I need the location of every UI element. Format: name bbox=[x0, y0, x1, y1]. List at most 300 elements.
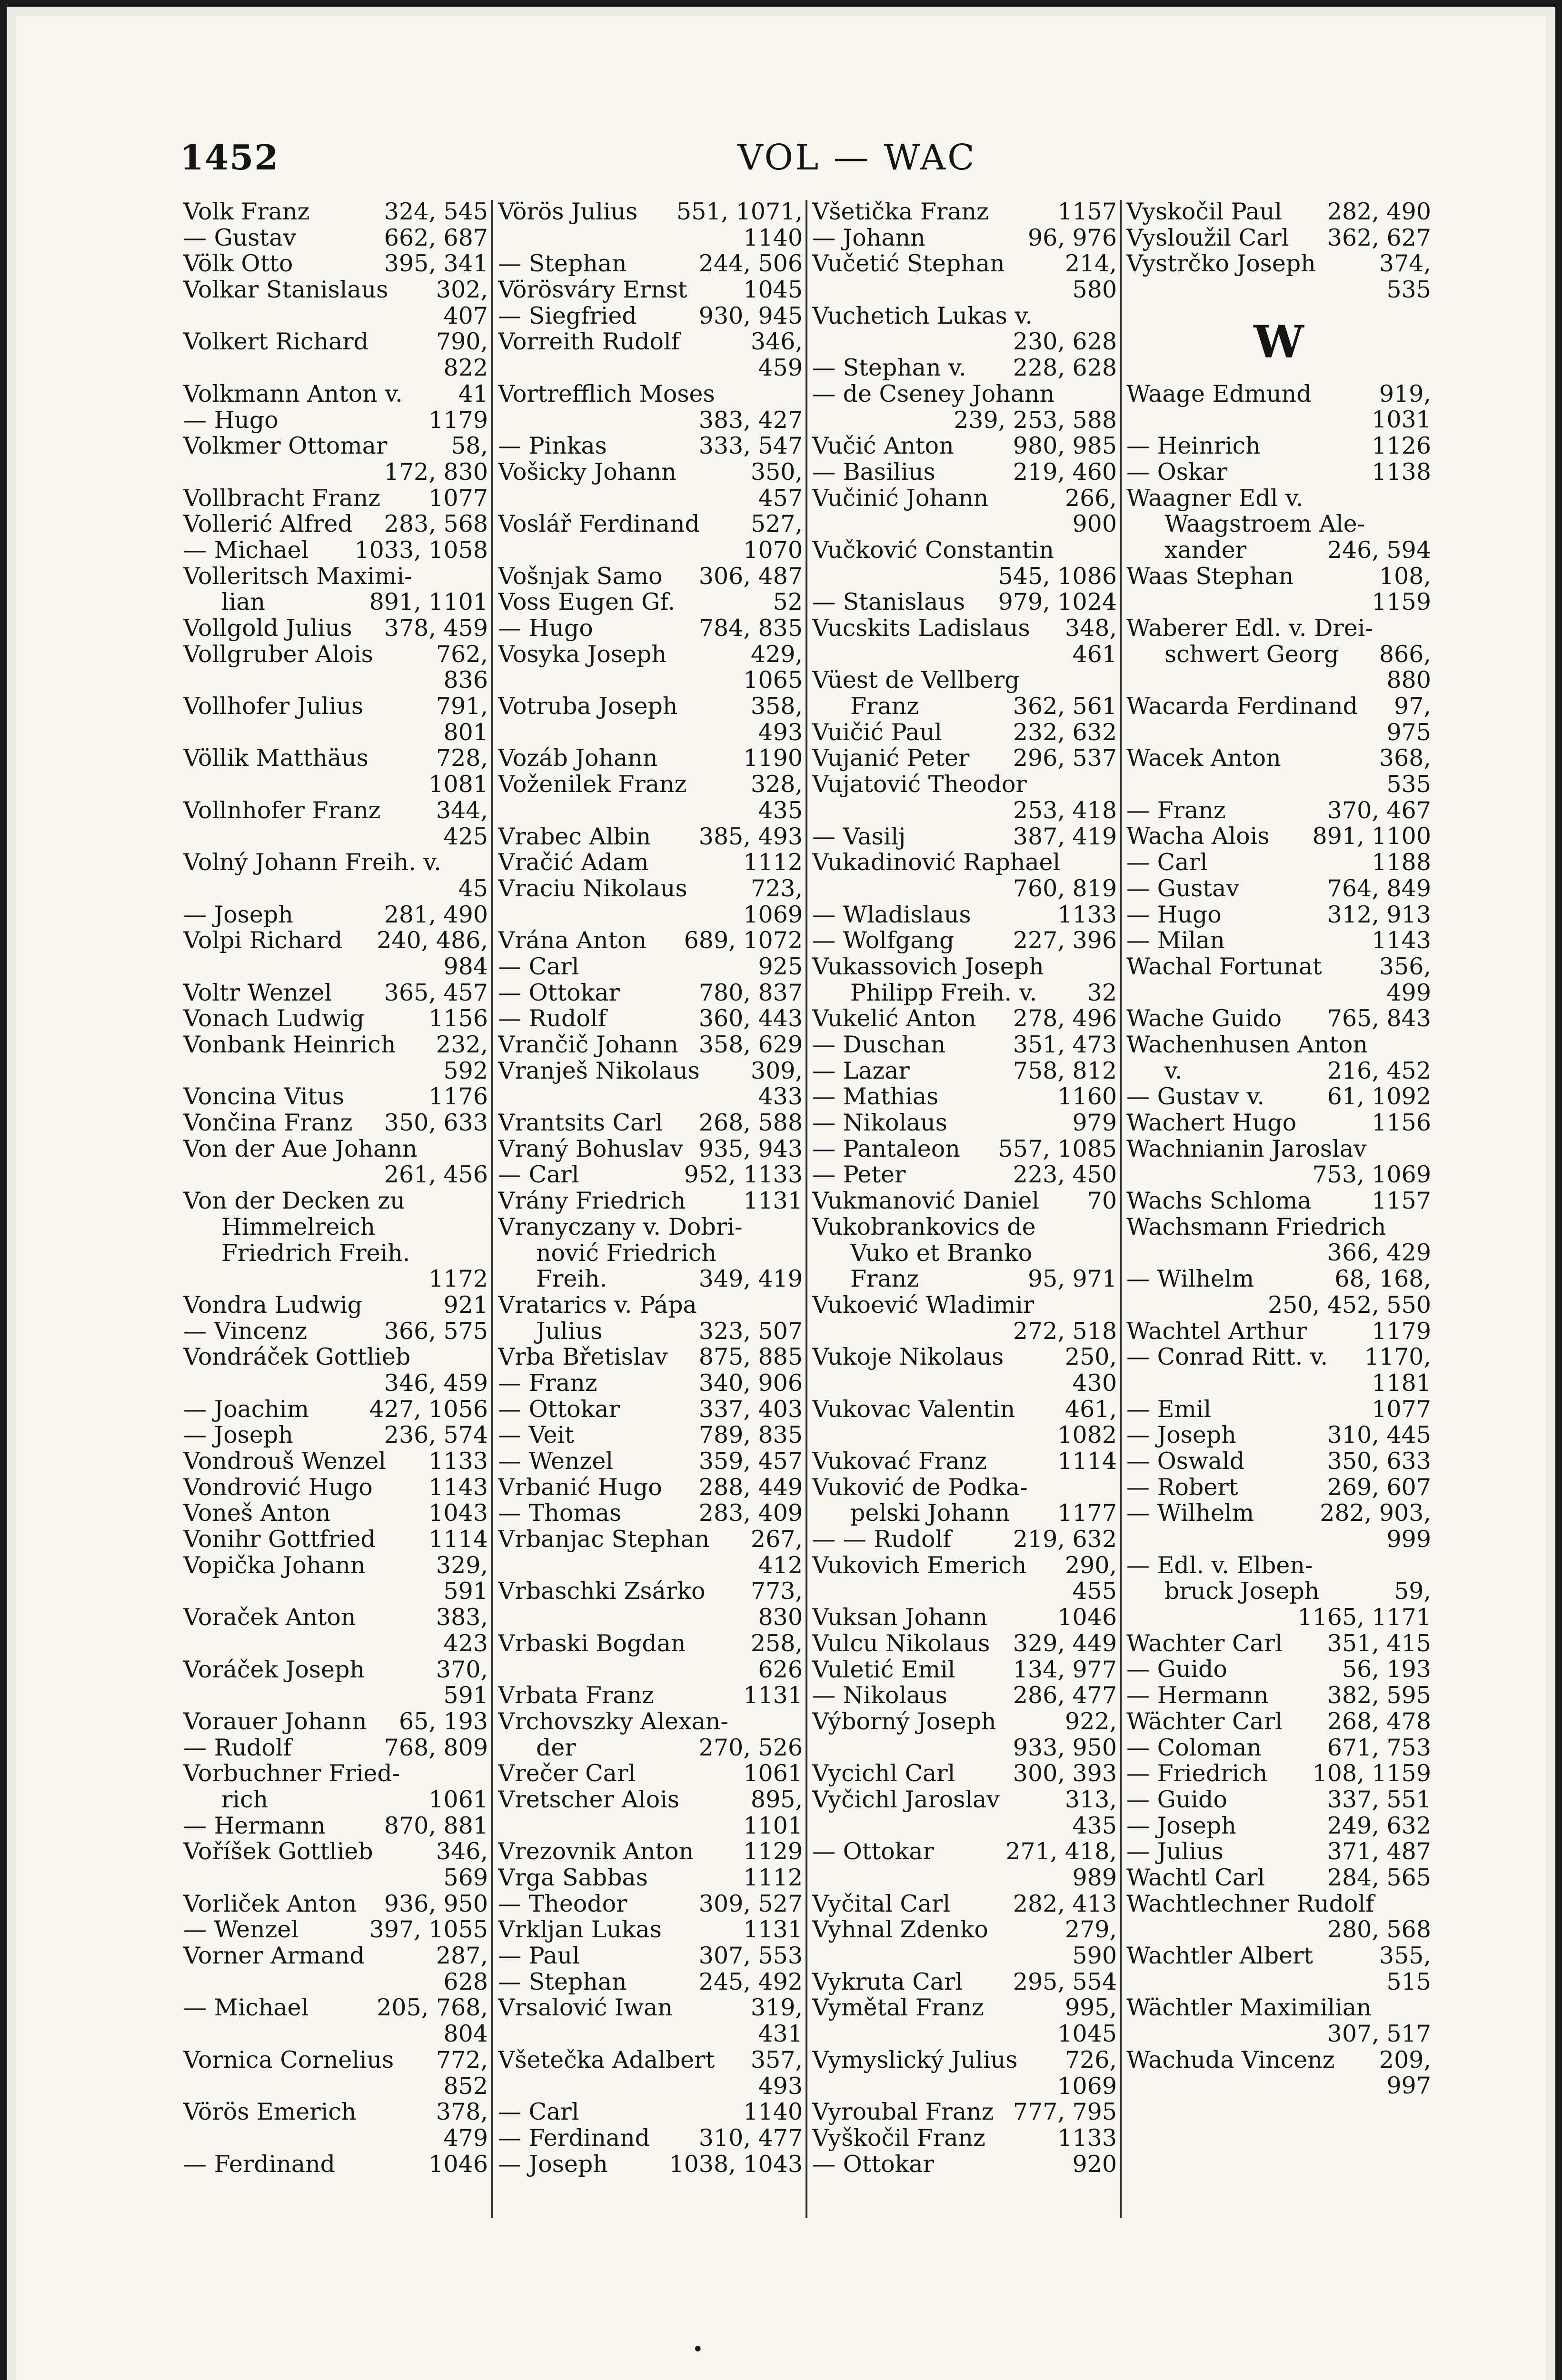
entry-pages-continued: 1081 bbox=[428, 772, 488, 798]
entry-name: Wachnianin Jaroslav bbox=[1126, 1136, 1367, 1162]
index-entry bbox=[183, 1397, 488, 1423]
entry-name: Vystrčko Joseph bbox=[1126, 251, 1316, 278]
entry-pages: 236, 574 bbox=[384, 1422, 488, 1448]
entry-pages: 249, 632 bbox=[1327, 1813, 1431, 1839]
index-entry bbox=[498, 2099, 803, 2125]
entry-name: — Heinrich bbox=[1126, 433, 1261, 459]
entry-name: Voneš Anton bbox=[183, 1500, 331, 1527]
entry-name: Waberer Edl. v. Drei- bbox=[1126, 615, 1373, 642]
index-entry bbox=[498, 1943, 803, 1969]
entry-name: Vrány Friedrich bbox=[498, 1188, 686, 1214]
entry-pages: 1133 bbox=[1057, 2125, 1117, 2152]
entry-pages-continued: 461 bbox=[1072, 641, 1117, 668]
entry-pages-continued: 822 bbox=[443, 355, 488, 381]
entry-name: — Joseph bbox=[498, 2151, 608, 2178]
entry-name: — Milan bbox=[1126, 928, 1225, 954]
entry-pages: 1156 bbox=[1372, 1110, 1431, 1136]
entry-pages: 891, 1101 bbox=[369, 589, 488, 615]
entry-name: — Michael bbox=[183, 537, 309, 564]
entry-pages: 1177 bbox=[1057, 1500, 1117, 1527]
entry-pages: 219, 632 bbox=[1013, 1527, 1117, 1553]
entry-name: Völk Otto bbox=[183, 251, 293, 278]
entry-name: — Carl bbox=[498, 2099, 579, 2125]
entry-pages: 527, bbox=[750, 511, 803, 537]
index-entry bbox=[812, 2125, 1117, 2152]
index-entry bbox=[498, 954, 803, 980]
entry-pages: 309, bbox=[750, 1058, 803, 1084]
entry-pages: 557, 1085 bbox=[998, 1136, 1117, 1162]
index-entry bbox=[183, 1292, 488, 1319]
entry-name: — Thomas bbox=[498, 1500, 622, 1527]
entry-pages-continued: 592 bbox=[443, 1058, 488, 1084]
entry-name: Franz bbox=[850, 694, 919, 720]
index-entry bbox=[498, 1475, 803, 1501]
entry-pages: 662, 687 bbox=[384, 225, 488, 251]
entry-pages: 267, bbox=[750, 1527, 803, 1553]
entry-name: Vorreith Rudolf bbox=[498, 329, 680, 356]
index-entry bbox=[183, 928, 488, 954]
entry-name: — Conrad Ritt. v. bbox=[1126, 1344, 1328, 1370]
entry-pages-continued: 580 bbox=[1072, 277, 1117, 303]
entry-pages: 313, bbox=[1065, 1786, 1117, 1813]
entry-pages-continued: 250, 452, 550 bbox=[1268, 1292, 1431, 1319]
index-entry bbox=[812, 1631, 1117, 1657]
entry-pages: 1129 bbox=[743, 1839, 803, 1865]
entry-pages-continued: 997 bbox=[1386, 2073, 1431, 2100]
entry-name: Vortrefflich Moses bbox=[498, 381, 715, 407]
index-entry bbox=[812, 1891, 1117, 1917]
entry-name: Vyhnal Zdenko bbox=[812, 1917, 988, 1944]
entry-pages: 689, 1072 bbox=[684, 928, 803, 954]
index-entry bbox=[498, 303, 803, 329]
entry-pages: 329, 449 bbox=[1013, 1630, 1117, 1657]
entry-pages-continued: 626 bbox=[758, 1656, 803, 1683]
entry-name: — Ottokar bbox=[498, 980, 620, 1006]
entry-name: — Stephan v. bbox=[812, 355, 966, 381]
entry-pages-continued: 1140 bbox=[743, 225, 803, 251]
entry-name: — Veit bbox=[498, 1422, 574, 1448]
entry-pages: 1179 bbox=[428, 407, 488, 434]
entry-name: Vyčital Carl bbox=[812, 1891, 951, 1917]
entry-pages: 108, bbox=[1379, 563, 1431, 590]
entry-name: Wacek Anton bbox=[1126, 745, 1281, 772]
index-entry bbox=[812, 225, 1117, 251]
entry-name: — Pantaleon bbox=[812, 1136, 960, 1162]
entry-pages: 362, 627 bbox=[1327, 225, 1431, 251]
index-entry bbox=[498, 1266, 803, 1292]
index-entry bbox=[498, 1995, 803, 2021]
entry-pages: 891, 1100 bbox=[1312, 823, 1431, 850]
entry-pages: 281, 490 bbox=[384, 902, 488, 928]
entry-pages: 97, bbox=[1394, 694, 1431, 720]
entry-name: — Duschan bbox=[812, 1032, 946, 1058]
index-entry bbox=[498, 1527, 803, 1553]
index-entry bbox=[498, 589, 803, 615]
entry-pages-continued: 346, 459 bbox=[384, 1370, 488, 1397]
index-entry bbox=[1126, 642, 1431, 668]
index-entry bbox=[183, 1084, 488, 1110]
index-entry bbox=[498, 1370, 803, 1397]
entry-pages: 266, bbox=[1065, 485, 1117, 512]
entry-name: Volný Johann Freih. v. bbox=[183, 850, 441, 876]
entry-name: Vonihr Gottfried bbox=[183, 1527, 376, 1553]
entry-pages: 283, 568 bbox=[384, 511, 488, 537]
index-entry bbox=[812, 1397, 1117, 1423]
entry-name: Vošicky Johann bbox=[498, 459, 677, 486]
entry-name: Freih. bbox=[536, 1266, 607, 1292]
entry-pages: 58, bbox=[451, 433, 488, 459]
entry-pages: 357, bbox=[750, 2047, 803, 2073]
entry-pages-continued: 628 bbox=[443, 1969, 488, 1995]
entry-pages: 356, bbox=[1379, 953, 1431, 980]
entry-pages: 279, bbox=[1065, 1917, 1117, 1944]
entry-name: Vrba Břetislav bbox=[498, 1344, 668, 1370]
entry-pages: 61, 1092 bbox=[1327, 1084, 1431, 1110]
entry-name: Volleritsch Maximi- bbox=[183, 563, 412, 590]
entry-name: Vosyka Joseph bbox=[498, 641, 667, 668]
section-letter: W bbox=[1254, 316, 1304, 368]
index-entry bbox=[183, 407, 488, 434]
entry-name: Vucskits Ladislaus bbox=[812, 615, 1030, 642]
entry-pages: 223, 450 bbox=[1013, 1162, 1117, 1189]
entry-pages: 329, bbox=[436, 1552, 488, 1579]
entry-name: — de Cseney Johann bbox=[812, 381, 1055, 407]
entry-name: Vyskočil Paul bbox=[1126, 199, 1282, 225]
entry-name: Vučetić Stephan bbox=[812, 251, 1005, 278]
entry-pages-continued: 407 bbox=[443, 303, 488, 329]
index-entry bbox=[812, 1136, 1117, 1162]
entry-pages: 214, bbox=[1065, 251, 1117, 278]
index-entry bbox=[498, 1058, 803, 1084]
entry-name: Wacarda Ferdinand bbox=[1126, 694, 1358, 720]
entry-pages: 271, 418, bbox=[1005, 1839, 1117, 1865]
entry-pages: 1126 bbox=[1372, 433, 1431, 459]
index-entry bbox=[498, 1891, 803, 1917]
index-entry bbox=[812, 1969, 1117, 1995]
index-entry bbox=[498, 1969, 803, 1995]
entry-name: Voslář Ferdinand bbox=[498, 511, 700, 537]
entry-name: Wachs Schloma bbox=[1126, 1188, 1312, 1214]
entry-name: — Rudolf bbox=[183, 1735, 292, 1761]
index-entry bbox=[498, 277, 803, 303]
index-entry bbox=[498, 1578, 803, 1605]
index-entry bbox=[498, 459, 803, 486]
entry-name: Vuksan Johann bbox=[812, 1605, 988, 1631]
index-entry bbox=[498, 876, 803, 902]
entry-pages: 1131 bbox=[743, 1683, 803, 1709]
entry-name: Vollgruber Alois bbox=[183, 641, 373, 668]
entry-name: Vrezovnik Anton bbox=[498, 1839, 694, 1865]
entry-name: Wächtler Maximilian bbox=[1126, 1995, 1372, 2022]
entry-name: Wachtel Arthur bbox=[1126, 1318, 1307, 1345]
entry-pages: 59, bbox=[1394, 1578, 1431, 1605]
entry-name: Vučković Constantin bbox=[812, 537, 1054, 564]
entry-name: rich bbox=[221, 1786, 269, 1813]
index-entry bbox=[812, 1761, 1117, 1787]
entry-pages: 791, bbox=[436, 694, 488, 720]
entry-pages: 370, bbox=[436, 1656, 488, 1683]
index-entry bbox=[1126, 850, 1431, 876]
page-number: 1452 bbox=[180, 137, 279, 178]
entry-pages: 952, 1133 bbox=[684, 1162, 803, 1189]
entry-pages-continued: 591 bbox=[443, 1683, 488, 1709]
entry-name: — Franz bbox=[1126, 797, 1226, 824]
entry-pages: 764, 849 bbox=[1327, 875, 1431, 902]
entry-name: Vukelić Anton bbox=[812, 1006, 976, 1032]
entry-name: Wacha Alois bbox=[1126, 823, 1270, 850]
index-entry bbox=[183, 615, 488, 642]
entry-pages-continued: 493 bbox=[758, 2073, 803, 2100]
entry-pages: 429, bbox=[750, 641, 803, 668]
index-column-4 bbox=[1126, 199, 1431, 2099]
index-entry bbox=[183, 1735, 488, 1761]
index-entry bbox=[498, 1761, 803, 1787]
entry-name: Vretscher Alois bbox=[498, 1786, 680, 1813]
entry-pages: 1190 bbox=[743, 745, 803, 772]
index-entry bbox=[498, 1500, 803, 1527]
entry-name: Volk Franz bbox=[183, 199, 310, 225]
index-entry bbox=[812, 486, 1117, 512]
index-entry bbox=[183, 381, 488, 407]
entry-name: Voříšek Gottlieb bbox=[183, 1839, 373, 1865]
entry-name: Vörös Julius bbox=[498, 199, 638, 225]
entry-pages: 427, 1056 bbox=[369, 1396, 488, 1423]
index-entry bbox=[183, 1006, 488, 1032]
index-entry bbox=[183, 1891, 488, 1917]
entry-name: Vorbuchner Fried- bbox=[183, 1761, 400, 1787]
index-entry bbox=[812, 1527, 1117, 1553]
index-entry bbox=[183, 694, 488, 720]
entry-name: Wachsmann Friedrich bbox=[1126, 1214, 1386, 1240]
index-entry bbox=[498, 511, 803, 537]
index-entry bbox=[498, 928, 803, 954]
index-entry bbox=[183, 277, 488, 303]
index-entry bbox=[812, 824, 1117, 850]
entry-name: — Wenzel bbox=[183, 1917, 298, 1944]
entry-pages: 1045 bbox=[743, 277, 803, 303]
entry-pages: 920 bbox=[1072, 2151, 1117, 2178]
entry-name: — Vincenz bbox=[183, 1318, 308, 1345]
entry-name: — Wolfgang bbox=[812, 928, 955, 954]
entry-name: — Mathias bbox=[812, 1084, 939, 1111]
entry-pages: 1046 bbox=[1057, 1605, 1117, 1631]
entry-pages: 979 bbox=[1072, 1110, 1117, 1136]
entry-pages: 68, 168, bbox=[1334, 1266, 1431, 1292]
entry-name: Vornica Cornelius bbox=[183, 2047, 394, 2073]
index-entry bbox=[1126, 1656, 1431, 1683]
entry-pages-continued: 499 bbox=[1386, 980, 1431, 1006]
entry-pages: 245, 492 bbox=[698, 1969, 803, 1995]
entry-name: Vondra Ludwig bbox=[183, 1292, 362, 1319]
entry-name: Voss Eugen Gf. bbox=[498, 589, 676, 615]
index-entry bbox=[183, 251, 488, 277]
entry-name-continued: nović Friedrich bbox=[536, 1240, 716, 1267]
index-entry bbox=[812, 1006, 1117, 1032]
entry-pages: 310, 445 bbox=[1327, 1422, 1431, 1448]
entry-name: Vrkljan Lukas bbox=[498, 1917, 662, 1944]
entry-pages-continued: 1070 bbox=[743, 537, 803, 564]
entry-pages: 56, 193 bbox=[1342, 1656, 1431, 1683]
entry-pages-continued: 535 bbox=[1386, 277, 1431, 303]
entry-pages: 1043 bbox=[428, 1500, 488, 1527]
entry-pages-continued: 239, 253, 588 bbox=[954, 407, 1117, 434]
entry-pages-continued: 760, 819 bbox=[1013, 875, 1117, 902]
entry-pages-continued: 590 bbox=[1072, 1943, 1117, 1969]
index-entry bbox=[1126, 1084, 1431, 1110]
entry-name: — Hugo bbox=[1126, 902, 1222, 928]
entry-pages: 323, 507 bbox=[698, 1318, 803, 1345]
entry-pages: 1160 bbox=[1057, 1084, 1117, 1111]
running-head: VOL — WAC bbox=[737, 137, 976, 178]
entry-pages: 1061 bbox=[743, 1761, 803, 1787]
entry-name: Wächter Carl bbox=[1126, 1708, 1283, 1735]
entry-name: lian bbox=[221, 589, 266, 615]
entry-pages: 96, 976 bbox=[1027, 225, 1117, 251]
entry-name: — Wilhelm bbox=[1126, 1266, 1254, 1292]
entry-pages: 1133 bbox=[1057, 902, 1117, 928]
index-entry bbox=[183, 1319, 488, 1345]
entry-pages: 216, 452 bbox=[1327, 1058, 1431, 1084]
entry-name: — Nikolaus bbox=[812, 1110, 947, 1136]
entry-name: Vončina Franz bbox=[183, 1110, 353, 1136]
entry-pages: 359, 457 bbox=[698, 1448, 803, 1475]
index-entry bbox=[1126, 459, 1431, 486]
entry-pages-continued: 933, 950 bbox=[1013, 1735, 1117, 1761]
entry-name: — Johann bbox=[812, 225, 925, 251]
entry-name: Vuković de Podka- bbox=[812, 1474, 1028, 1501]
entry-pages-continued: 801 bbox=[443, 719, 488, 746]
index-entry bbox=[1126, 2047, 1431, 2073]
entry-pages: 378, bbox=[436, 2099, 488, 2125]
entry-name: — Joseph bbox=[1126, 1813, 1236, 1839]
index-entry bbox=[1126, 902, 1431, 928]
entry-name: Vrbanić Hugo bbox=[498, 1474, 662, 1501]
index-entry bbox=[498, 1136, 803, 1162]
entry-pages-continued: 569 bbox=[443, 1865, 488, 1891]
entry-pages: 32 bbox=[1087, 980, 1117, 1006]
column-divider bbox=[491, 200, 493, 2218]
index-entry bbox=[1126, 823, 1431, 850]
entry-pages-continued: 1181 bbox=[1372, 1370, 1431, 1397]
entry-pages: 461, bbox=[1065, 1396, 1117, 1423]
entry-pages: 333, 547 bbox=[698, 433, 803, 459]
index-entry bbox=[812, 199, 1117, 225]
entry-pages: 936, 950 bbox=[384, 1891, 488, 1917]
entry-name: Všetečka Adalbert bbox=[498, 2047, 715, 2073]
entry-pages: 768, 809 bbox=[384, 1735, 488, 1761]
index-entry bbox=[183, 1813, 488, 1839]
entry-pages-continued: 1045 bbox=[1057, 2021, 1117, 2047]
entry-name: — Gustav bbox=[1126, 875, 1240, 902]
index-entry bbox=[183, 537, 488, 564]
entry-pages: 269, 607 bbox=[1327, 1474, 1431, 1501]
entry-name: Vranješ Nikolaus bbox=[498, 1058, 700, 1084]
entry-name: — Stephan bbox=[498, 1969, 627, 1995]
entry-pages: 246, 594 bbox=[1327, 537, 1431, 564]
entry-pages: 374, bbox=[1379, 251, 1431, 278]
entry-pages: 302, bbox=[436, 277, 488, 303]
entry-pages: 371, 487 bbox=[1327, 1839, 1431, 1865]
entry-name: Vollgold Julius bbox=[183, 615, 352, 642]
index-entry bbox=[812, 1344, 1117, 1370]
entry-pages: 268, 588 bbox=[698, 1110, 803, 1136]
entry-pages-continued: 1031 bbox=[1372, 407, 1431, 434]
index-entry bbox=[498, 199, 803, 225]
index-entry bbox=[183, 1475, 488, 1501]
index-entry bbox=[1126, 1058, 1431, 1084]
index-entry bbox=[498, 642, 803, 668]
entry-pages: 358, 629 bbox=[698, 1032, 803, 1058]
entry-pages: 295, 554 bbox=[1013, 1969, 1117, 1995]
index-entry bbox=[812, 589, 1117, 615]
entry-pages: 328, bbox=[750, 772, 803, 798]
entry-name: Vollhofer Julius bbox=[183, 694, 364, 720]
entry-pages: 1131 bbox=[743, 1188, 803, 1214]
entry-name-continued: Himmelreich bbox=[221, 1214, 376, 1240]
entry-name: — Hugo bbox=[498, 615, 593, 642]
entry-pages: 287, bbox=[436, 1943, 488, 1969]
index-entry bbox=[498, 1787, 803, 1813]
entry-name: Vrána Anton bbox=[498, 928, 647, 954]
entry-name: Vysloužil Carl bbox=[1126, 225, 1289, 251]
entry-pages: 368, bbox=[1379, 745, 1431, 772]
entry-name: Vrbaschki Zsárko bbox=[498, 1578, 706, 1605]
index-entry bbox=[498, 772, 803, 798]
entry-pages: 875, 885 bbox=[698, 1344, 803, 1370]
entry-pages: 307, 553 bbox=[698, 1943, 803, 1969]
entry-pages: 1112 bbox=[743, 850, 803, 876]
entry-pages: 780, 837 bbox=[698, 980, 803, 1006]
index-entry bbox=[183, 745, 488, 772]
entry-name: Vrchovszky Alexan- bbox=[498, 1708, 728, 1735]
entry-name: Volpi Richard bbox=[183, 928, 343, 954]
entry-pages: 268, 478 bbox=[1327, 1708, 1431, 1735]
entry-pages-continued: 383, 427 bbox=[698, 407, 803, 434]
entry-name: Waagner Edl v. bbox=[1126, 485, 1303, 512]
entry-pages-continued: 435 bbox=[1072, 1813, 1117, 1839]
index-entry bbox=[812, 1553, 1117, 1579]
entry-pages: 382, 595 bbox=[1327, 1683, 1431, 1709]
index-entry bbox=[1126, 1188, 1431, 1214]
entry-pages: 278, 496 bbox=[1013, 1006, 1117, 1032]
index-entry bbox=[812, 459, 1117, 486]
index-entry bbox=[1126, 1448, 1431, 1475]
entry-pages: 351, 473 bbox=[1013, 1032, 1117, 1058]
entry-name: Vuletić Emil bbox=[812, 1656, 955, 1683]
entry-name: Vonach Ludwig bbox=[183, 1006, 365, 1032]
index-entry bbox=[183, 1787, 488, 1813]
entry-name: Wache Guido bbox=[1126, 1006, 1282, 1032]
index-entry bbox=[183, 511, 488, 537]
entry-pages-continued: 423 bbox=[443, 1630, 488, 1657]
entry-pages: 1188 bbox=[1372, 850, 1431, 876]
entry-name: Vozáb Johann bbox=[498, 745, 658, 772]
entry-pages-continued: 753, 1069 bbox=[1312, 1162, 1431, 1189]
entry-name: Volkar Stanislaus bbox=[183, 277, 388, 303]
index-entry bbox=[1126, 381, 1431, 407]
entry-name: Vraciu Nikolaus bbox=[498, 875, 687, 902]
entry-pages-continued: 172, 830 bbox=[384, 459, 488, 486]
index-entry bbox=[812, 745, 1117, 772]
entry-pages: 980, 985 bbox=[1013, 433, 1117, 459]
index-entry bbox=[812, 615, 1117, 642]
index-entry bbox=[1126, 564, 1431, 590]
entry-pages-continued: 830 bbox=[758, 1605, 803, 1631]
entry-name: — Oswald bbox=[1126, 1448, 1245, 1475]
entry-pages: 244, 506 bbox=[698, 251, 803, 278]
entry-pages: 70 bbox=[1087, 1188, 1117, 1214]
entry-name: Von der Decken zu bbox=[183, 1188, 405, 1214]
